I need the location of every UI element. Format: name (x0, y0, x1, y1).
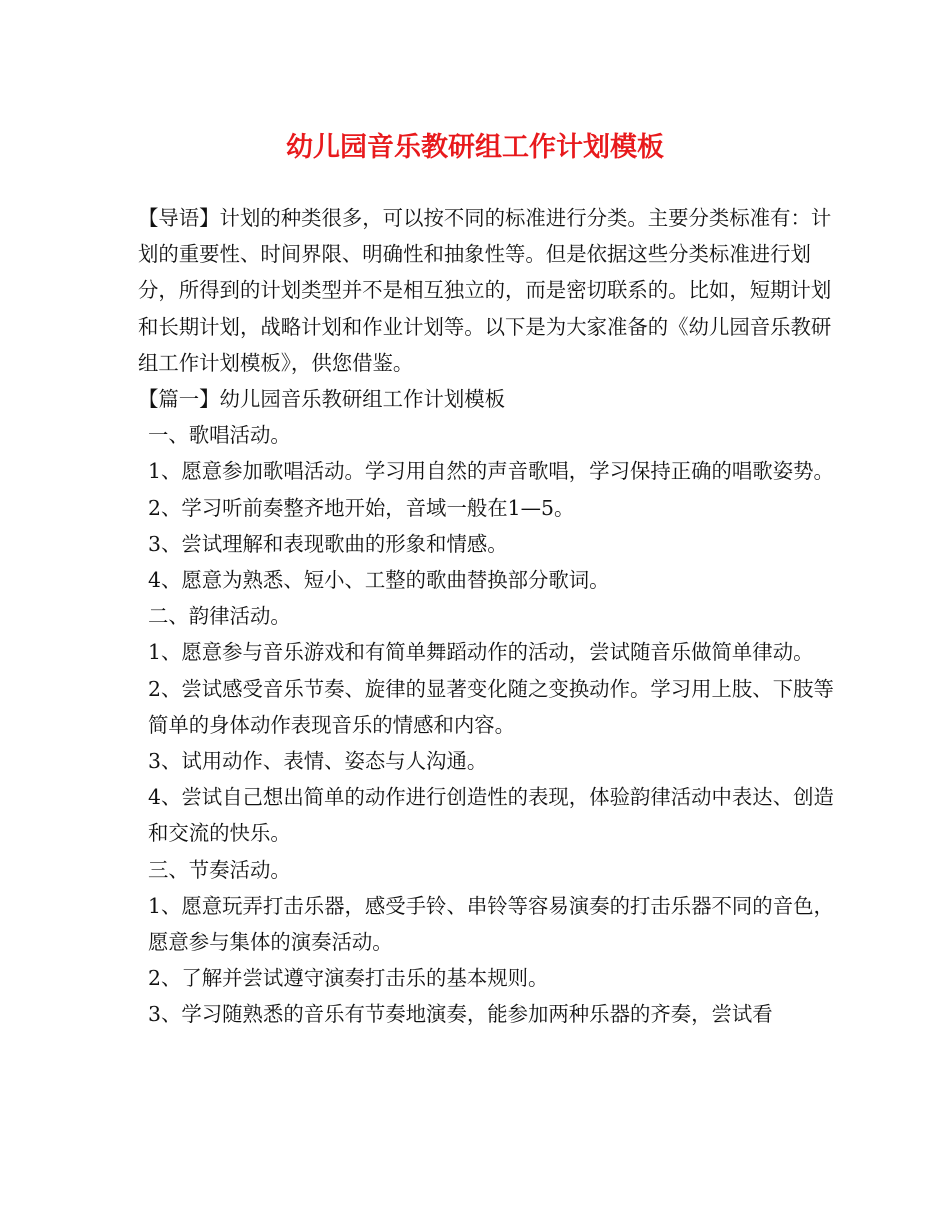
document-title: 幼儿园音乐教研组工作计划模板 (286, 132, 664, 163)
paragraph: 3、尝试理解和表现歌曲的形象和情感。 (148, 531, 508, 556)
section-heading-singing: 一、歌唱活动。 (148, 423, 291, 448)
paragraph: 1、愿意参与音乐游戏和有简单舞蹈动作的活动，尝试随音乐做简单律动。 (148, 640, 814, 665)
paragraph: 4、愿意为熟悉、短小、工整的歌曲替换部分歌词。 (148, 568, 610, 593)
section-heading: 【篇一】幼儿园音乐教研组工作计划模板 (138, 387, 506, 412)
paragraph: 1、愿意玩弄打击乐器，感受手铃、串铃等容易演奏的打击乐器不同的音色，愿意参与集体的演奏活动。 (148, 893, 834, 955)
section-heading-rhythm: 二、韵律活动。 (148, 604, 291, 629)
paragraph: 1、愿意参加歌唱活动。学习用自然的声音歌唱，学习保持正确的唱歌姿势。 (148, 459, 834, 484)
intro-paragraph: 【导语】计划的种类很多，可以按不同的标准进行分类。主要分类标准有：计划的重要性、时间界限、明确性和抽象性等。但是依据这些分类标准进行划分，所得到的计划类型并不是相互独立的，而是密切联系的。比如，短期计划和长期计划，战略计划和作业计划等。以下是为大家准备的《幼儿园音乐教研组工作计划模板》，供您借鉴。 (138, 206, 832, 375)
document-body (138, 200, 838, 1033)
paragraph: 2、学习听前奏整齐地开始，音域一般在1—5。 (148, 495, 575, 520)
section-heading-beat: 三、节奏活动。 (148, 857, 291, 882)
paragraph: 3、学习随熟悉的音乐有节奏地演奏，能参加两种乐器的齐奏，尝试看 (148, 1002, 773, 1027)
paragraph: 4、尝试自己想出简单的动作进行创造性的表现，体验韵律活动中表达、创造和交流的快乐。 (148, 785, 834, 846)
paragraph: 2、了解并尝试遵守演奏打击乐的基本规则。 (148, 966, 549, 991)
paragraph: 2、尝试感受音乐节奏、旋律的显著变化随之变换动作。学习用上肢、下肢等简单的身体动作表现音乐的情感和内容。 (148, 676, 834, 737)
paragraph: 3、试用动作、表情、姿态与人沟通。 (148, 749, 488, 774)
